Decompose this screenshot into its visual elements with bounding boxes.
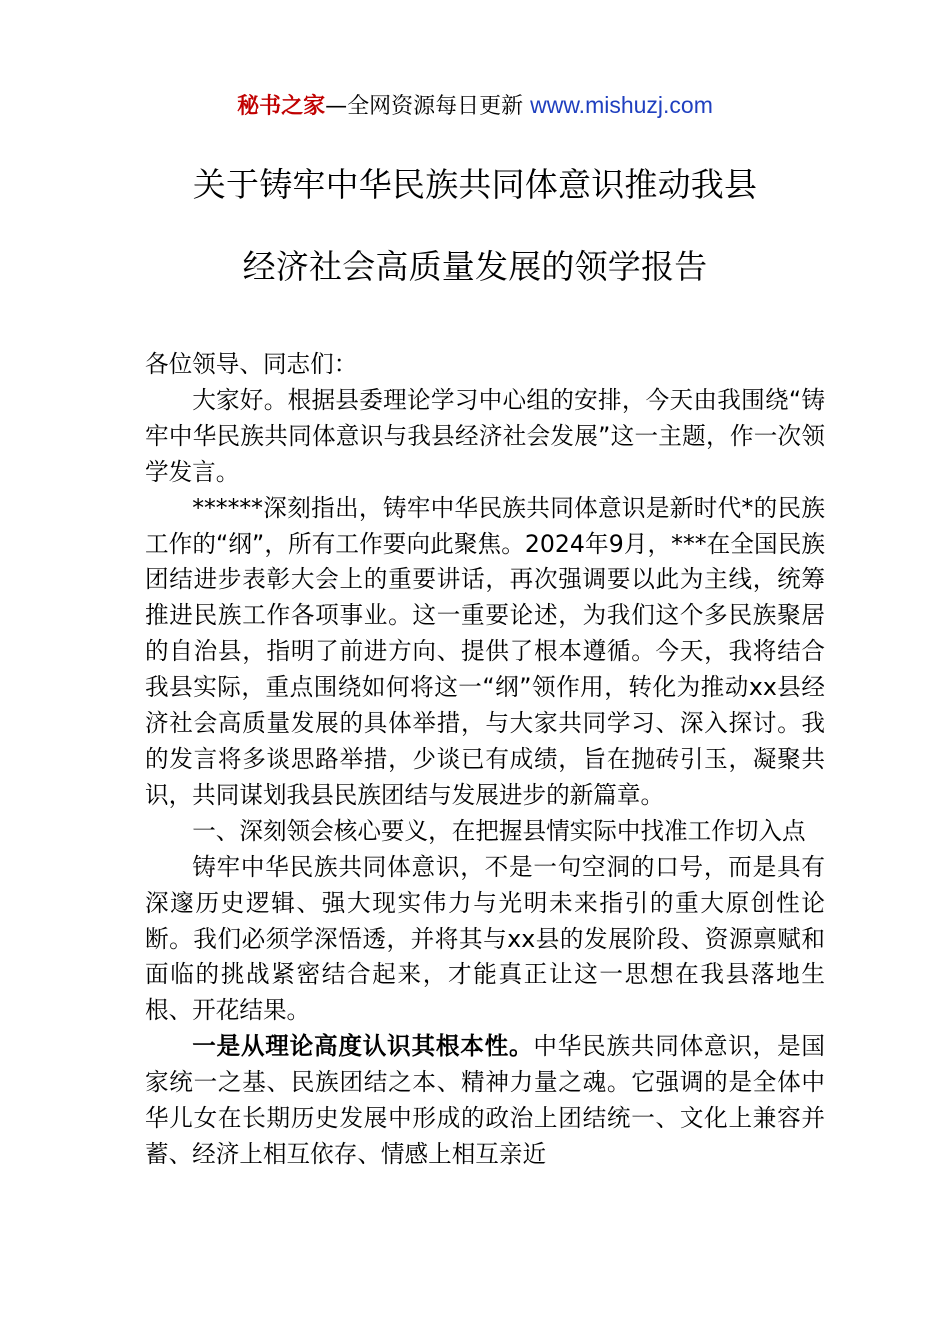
paragraph-point-1 — [145, 1029, 825, 1173]
paragraph-greeting: 大家好。根据县委理论学习中心组的安排，今天由我围绕“铸牢中华民族共同体意识与我县经济社会发展”这一主题，作一次领学发言。 — [145, 385, 825, 486]
title-line-1: 关于铸牢中华民族共同体意识推动我县 — [192, 165, 758, 204]
salutation: 各位领导、同志们： — [145, 350, 358, 378]
site-tagline: —全网资源每日更新 — [325, 94, 531, 119]
paragraph-section-1: 铸牢中华民族共同体意识，不是一句空洞的口号，而是具有深邃历史逻辑、强大现实伟力与光明未来指引的重大原创性论断。我们必须学深悟透，并将其与xx县的发展阶段、资源禀赋和面临的挑战紧密结合起来，才能真正让这一思想在我县落地生根、开花结果。 — [145, 852, 825, 1025]
site-url-link[interactable]: www.mishuzj.com — [530, 92, 713, 118]
site-header — [0, 88, 950, 124]
site-name: 秘书之家 — [237, 94, 326, 119]
section-heading-1: 一、深刻领会核心要义，在把握县情实际中找准工作切入点 — [192, 816, 806, 845]
point-1-lead: 一是从理论高度认识其根本性。 — [192, 1032, 534, 1061]
document-body — [145, 347, 825, 1173]
point-1-text: 中华民族共同体意识，是国家统一之基、民族团结之本、精神力量之魂。它强调的是全体中华儿女在长期历史发展中形成的政治上团结统一、文化上兼容并蓄、经济上相互依存、情感上相互亲近 — [145, 1032, 826, 1168]
paragraph-intro: ******深刻指出，铸牢中华民族共同体意识是新时代*的民族工作的“纲”，所有工作要向此聚焦。2024年9月，***在全国民族团结进步表彰大会上的重要讲话，再次强调要以此为主线，统筹推进民族工作各项事业。这一重要论述，为我们这个多民族聚居的自治县，指明了前进方向、提供了根本遵循。今天，我将结合我县实际，重点围绕如何将这一“纲”领作用，转化为推动xx县经济社会高质量发展的具体举措，与大家共同学习、深入探讨。我的发言将多谈思路举措，少谈已有成绩，旨在抛砖引玉，凝聚共识，共同谋划我县民族团结与发展进步的新篇章。 — [145, 493, 825, 809]
title-line-2: 经济社会高质量发展的领学报告 — [242, 247, 708, 286]
document-title — [0, 160, 950, 324]
